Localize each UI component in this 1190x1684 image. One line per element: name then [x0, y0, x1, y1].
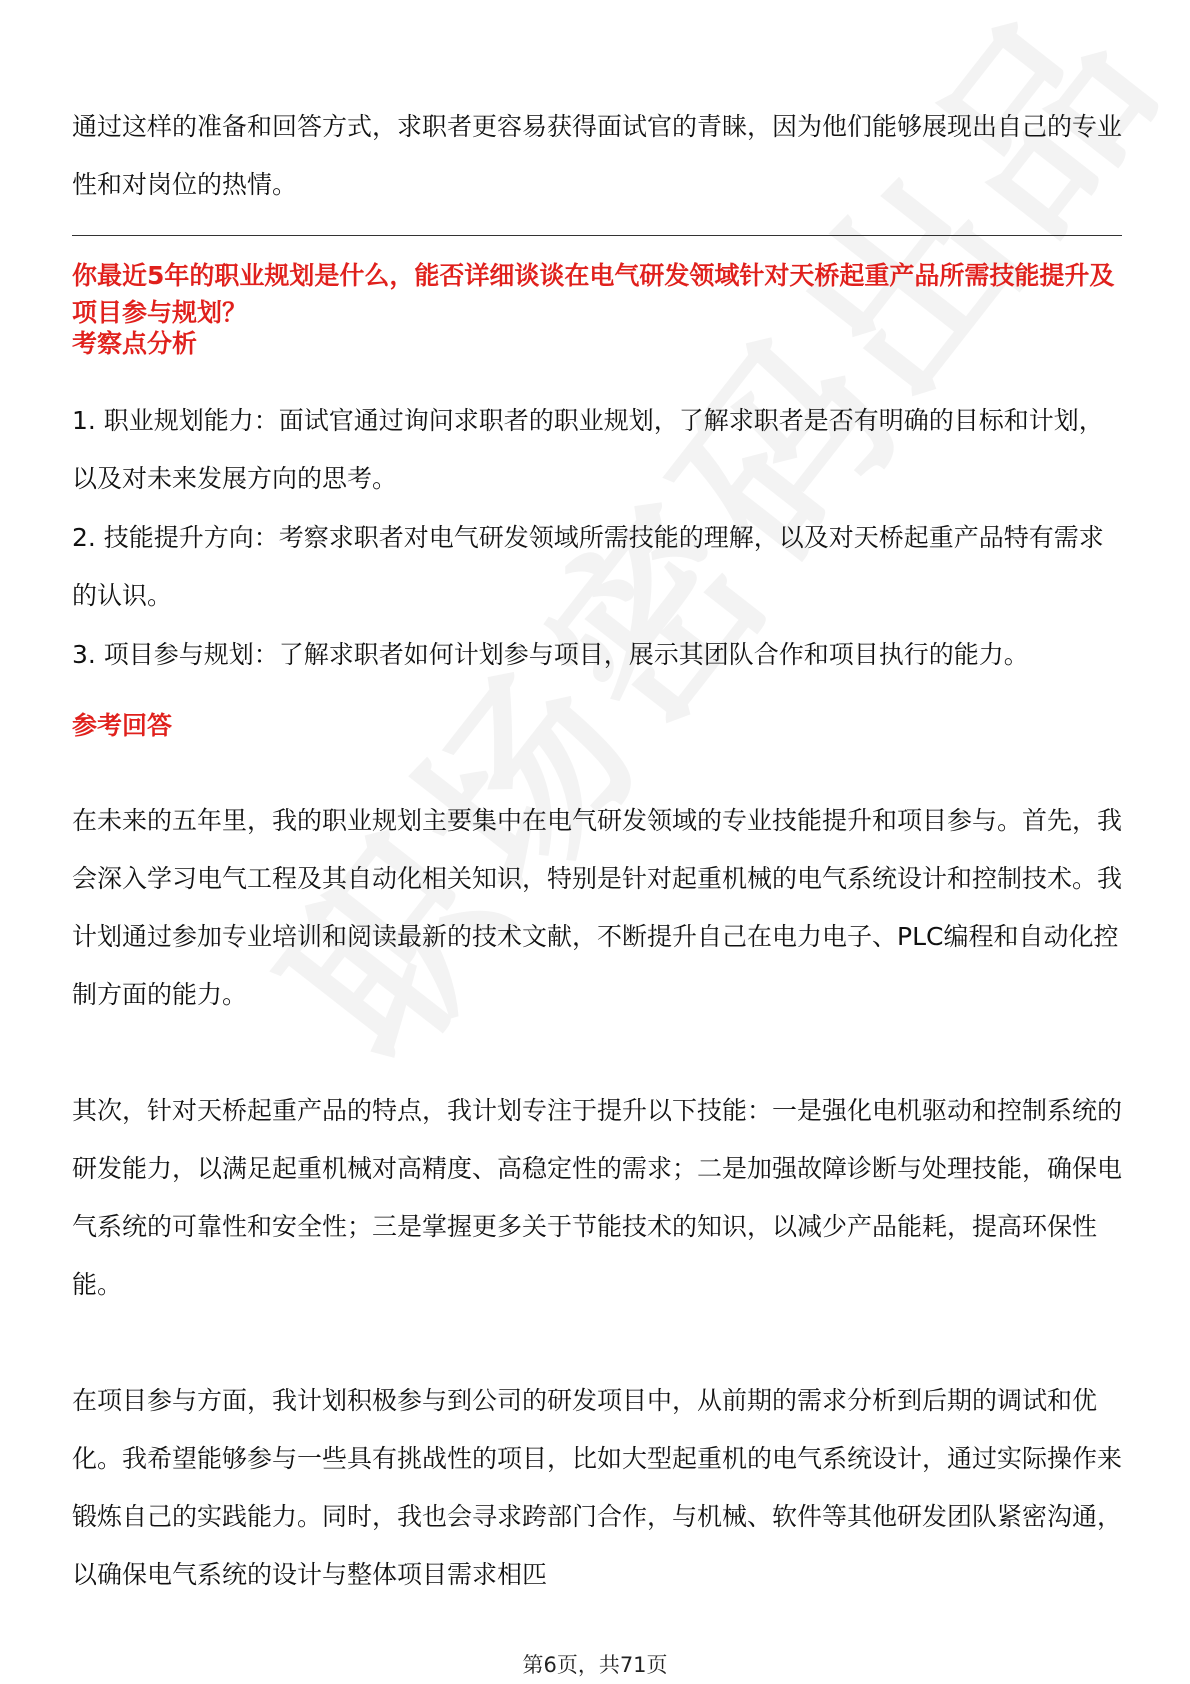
- page-footer: 第6页，共71页: [522, 1653, 668, 1677]
- analysis-item: 2. 技能提升方向：考察求职者对电气研发领域所需技能的理解，以及对天桥起重产品特有需求的认识。: [72, 523, 1104, 610]
- answer-paragraph: 在未来的五年里，我的职业规划主要集中在电气研发领域的专业技能提升和项目参与。首先，我会深入学习电气工程及其自动化相关知识，特别是针对起重机械的电气系统设计和控制技术。我计划通过参加专业培训和阅读最新的技术文献，不断提升自己在电力电子、PLC编程和自动化控制方面的能力。: [72, 806, 1123, 1009]
- analysis-item: 3. 项目参与规划：了解求职者如何计划参与项目，展示其团队合作和项目执行的能力。: [72, 640, 1029, 669]
- analysis-item: 1. 职业规划能力：面试官通过询问求职者的职业规划，了解求职者是否有明确的目标和计划，以及对未来发展方向的思考。: [72, 406, 1104, 493]
- answer-paragraph: 其次，针对天桥起重产品的特点，我计划专注于提升以下技能：一是强化电机驱动和控制系统的研发能力，以满足起重机械对高精度、高稳定性的需求；二是加强故障诊断与处理技能，确保电气系统的可靠性和安全性；三是掌握更多关于节能技术的知识，以减少产品能耗，提高环保性能。: [72, 1096, 1123, 1299]
- divider: [72, 235, 1122, 236]
- answer-heading: 参考回答: [72, 711, 173, 740]
- intro-paragraph: 通过这样的准备和回答方式，求职者更容易获得面试官的青睐，因为他们能够展现出自己的专业性和对岗位的热情。: [72, 112, 1123, 199]
- question-heading: 你最近5年的职业规划是什么，能否详细谈谈在电气研发领域针对天桥起重产品所需技能提升及项目参与规划？: [72, 261, 1115, 327]
- analysis-heading: 考察点分析: [72, 329, 198, 358]
- answer-body: [72, 792, 1122, 1662]
- analysis-list: [72, 392, 1122, 685]
- answer-paragraph: 在项目参与方面，我计划积极参与到公司的研发项目中，从前期的需求分析到后期的调试和优化。我希望能够参与一些具有挑战性的项目，比如大型起重机的电气系统设计，通过实际操作来锻炼自己的实践能力。同时，我也会寻求跨部门合作，与机械、软件等其他研发团队紧密沟通，以确保电气系统的设计与整体项目需求相匹: [72, 1386, 1123, 1589]
